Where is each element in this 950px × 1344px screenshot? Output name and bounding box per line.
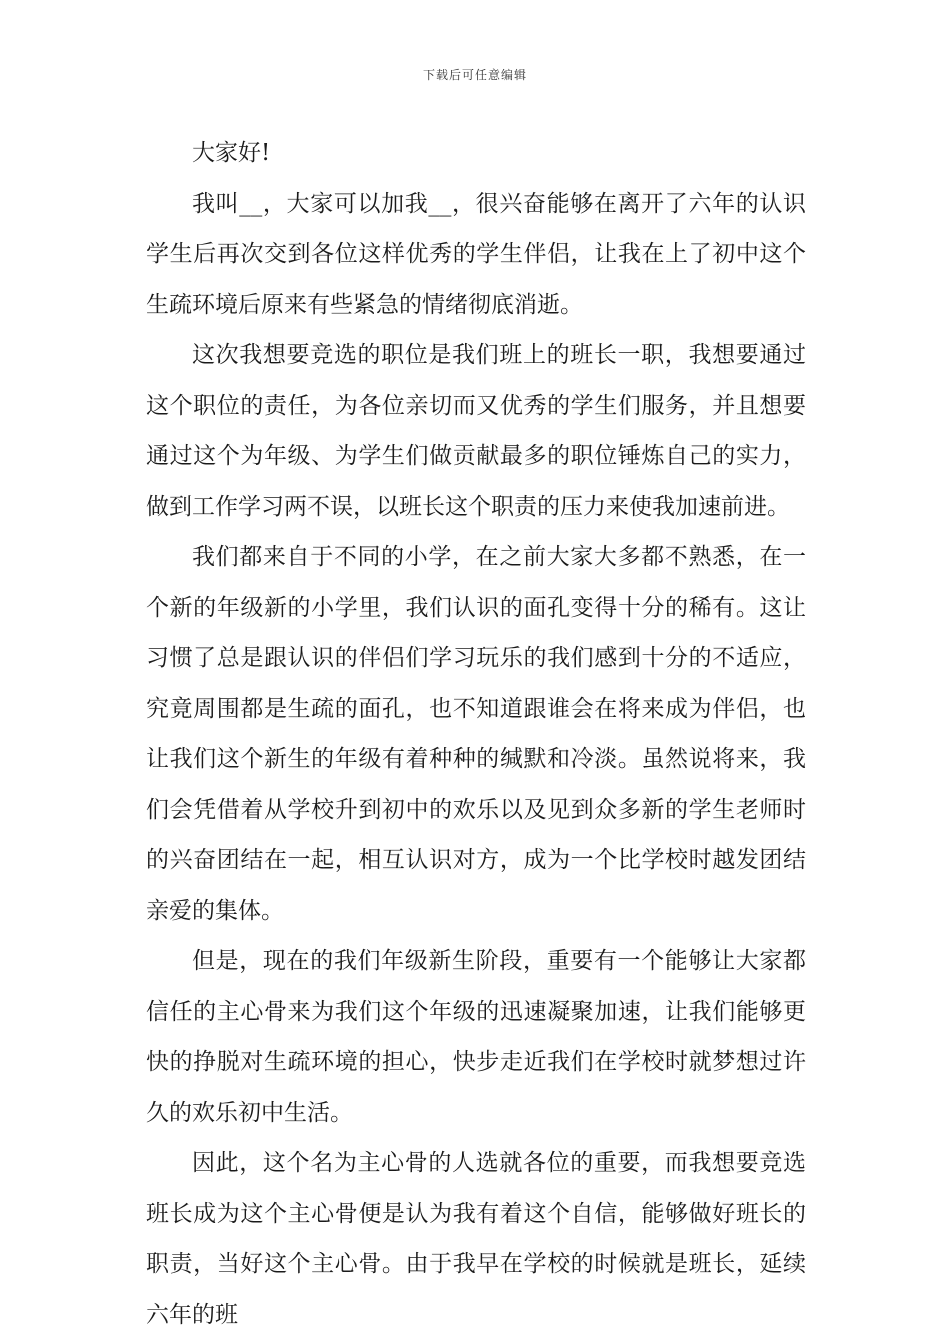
paragraph-position: 这次我想要竞选的职位是我们班上的班长一职，我想要通过这个职位的责任，为各位亲切而又优秀的学生们服务，并且想要通过这个为年级、为学生们做贡献最多的职位锤炼自己的实力，做到工作学习两不误，以班长这个职责的压力来使我加速前进。 bbox=[146, 342, 806, 520]
paragraph-greeting: 大家好! bbox=[192, 140, 271, 166]
header-note: 下载后可任意编辑 bbox=[422, 68, 527, 82]
paragraph-new-school: 我们都来自于不同的小学，在之前大家大多都不熟悉，在一个新的年级新的小学里，我们认识的面孔变得十分的稀有。这让习惯了总是跟认识的伴侣们学习玩乐的我们感到十分的不适应，究竟周围都是生疏的面孔，也不知道跟谁会在将来成为伴侣，也让我们这个新生的年级有着种种的缄默和冷淡。虽然说将来，我们会凭借着从学校升到初中的欢乐以及见到众多新的学生老师时的兴奋团结在一起，相互认识对方，成为一个比学校时越发团结亲爱的集体。 bbox=[146, 544, 806, 924]
paragraph-confidence: 因此，这个名为主心骨的人选就各位的重要，而我想要竞选班长成为这个主心骨便是认为我有着这个自信，能够做好班长的职责，当好这个主心骨。由于我早在学校的时候就是班长，延续六年的班 bbox=[146, 1150, 806, 1328]
paragraph-need-leader: 但是，现在的我们年级新生阶段，重要有一个能够让大家都信任的主心骨来为我们这个年级的迅速凝聚加速，让我们能够更快的挣脱对生疏环境的担心，快步走近我们在学校时就梦想过许久的欢乐初中生活。 bbox=[146, 948, 806, 1126]
document-body bbox=[146, 128, 806, 1340]
paragraph-introduction: 我叫__，大家可以加我__，很兴奋能够在离开了六年的认识学生后再次交到各位这样优秀的学生伴侣，让我在上了初中这个生疏环境后原来有些紧急的情绪彻底消逝。 bbox=[146, 190, 806, 318]
